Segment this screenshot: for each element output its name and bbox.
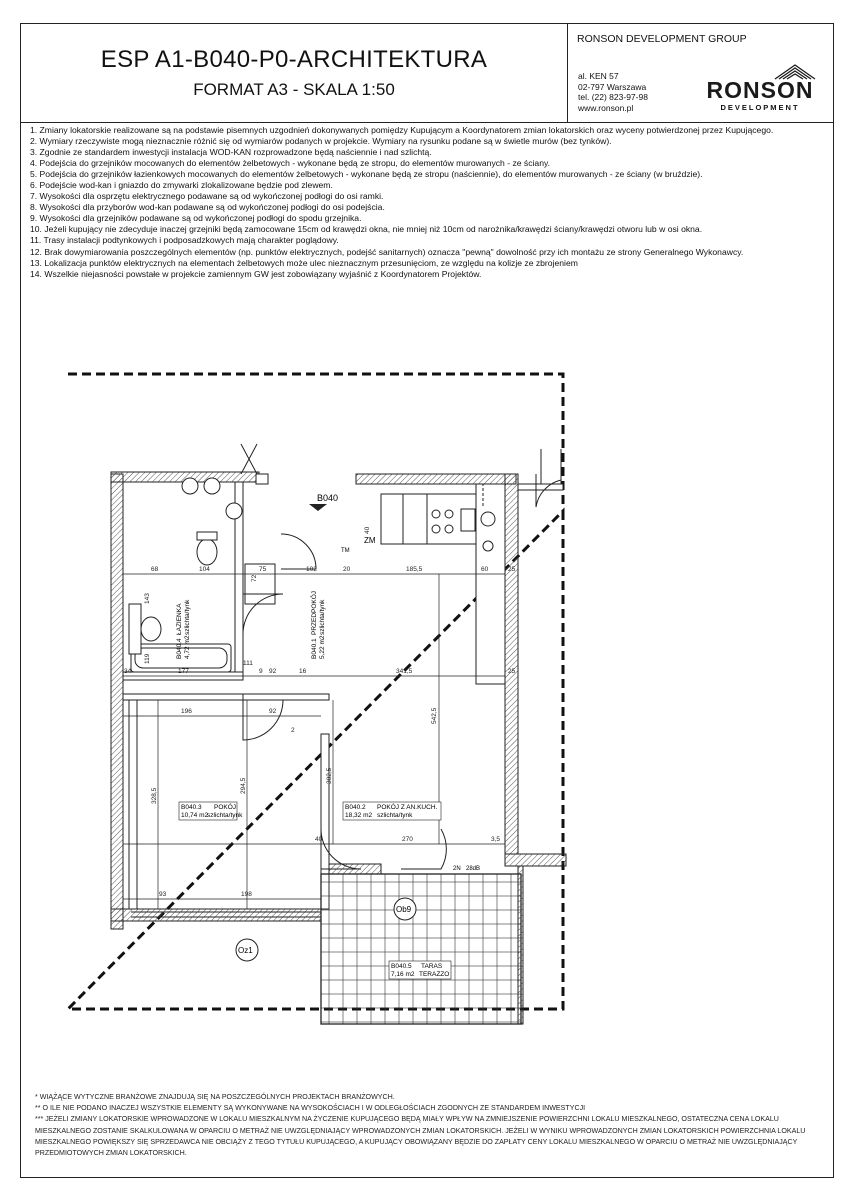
dim-label: 60 <box>481 566 489 573</box>
dim-label: 111 <box>243 660 253 667</box>
dim-label: 40 <box>315 836 323 843</box>
meter-label-zm: ZM <box>364 536 376 545</box>
dim-label: 25 <box>508 668 516 675</box>
note-item: 13. Lokalizacja punktów elektrycznych na elementach żelbetowych może ulec nieznacznym przesunięciom, ze względu na kolizje ze zbrojeniem <box>30 257 578 268</box>
footer-notes <box>35 1092 815 1159</box>
note-item: 7. Wysokości dla osprzętu elektrycznego podawane są od wykończonej podłogi do osi ramki. <box>30 191 384 202</box>
dim-label: 294,5 <box>240 777 247 794</box>
room-finish: szlichta/tynk <box>184 599 191 635</box>
dim-label: 302,5 <box>326 767 333 784</box>
dim-label: 3,5 <box>491 836 501 843</box>
note-item: 8. Wysokości dla przyborów wod-kan podawane są od wykończonej podłogi do osi podejścia. <box>30 202 385 213</box>
room-finish: szlichta/tynk <box>377 812 413 819</box>
note-item: 10. Jeżeli kupujący nie zdecyduje inaczej grzejniki będą zamocowane 15cm od krawędzi okna, nie mniej niż 10cm od narożnika/krawędzi ściany/krawędzi otworu lub w osi okna. <box>30 224 703 235</box>
dim-label: 270 <box>402 836 413 843</box>
terrace <box>321 874 521 1024</box>
dim-label: 72 <box>251 574 258 582</box>
dim-label: 9 <box>259 668 263 675</box>
drawing-title: ESP A1-B040-P0-ARCHITEKTURA <box>100 46 488 73</box>
footer-note: *** JEŻELI ZMIANY LOKATORSKIE WPROWADZONE W LOKALU MIESZKALNYM NA ŻYCZENIE KUPUJĄCEGO BĘDĄ MIAŁY WPŁYW NA ZMNIEJSZENIE POWIERZCHNI LOKALU MIESZKALNEGO, OSTATECZNA CENA LOKALU MIESZKALNEGO ZOSTANIE SKALKULOWANA W OPARCIU O METRAŻ NIE UWZGLĘDNIAJĄCY WPROWADZONYCH ZMIAN LOKATORSKICH. JEŻELI W WYNIKU WPROWADZONYCH ZMIAN LOKATORSKICH POWIERZCHNIA LOKALU MIESZKALNEGO POWIĘKSZY SIĘ SPRZEDAWCA NIE OBCIĄŻY Z TEGO TYTUŁU KUPUJĄCEGO, A KUPUJĄCY OBOWIĄZANY BĘDZIE DO ZAPŁATY CENY LOKALU MIESZKALNEGO W OPARCIU O METRAŻ NIE UWZGLĘDNIAJĄCY PRZEDMIOTOWYCH ZMIAN LOKATORSKICH. <box>35 1115 806 1158</box>
entrance-arrow-icon <box>309 504 327 511</box>
dim-label: 93 <box>159 891 167 898</box>
note-item: 5. Podejścia do grzejników łazienkowych mocowanych do elementów żelbetowych - wykonane będą ze stropu (naściennie), do elementów murowanych - ze ściany (w bruździe). <box>30 169 703 180</box>
dim-label: 40 <box>364 526 371 534</box>
kitchen-counter <box>476 484 505 684</box>
room-area: 4,72 m2 <box>184 635 191 659</box>
vent-icon <box>182 478 198 494</box>
phone-line: tel. (22) 823-97-98 <box>578 92 648 102</box>
toilet-icon <box>197 539 217 565</box>
window-mark-ob9: Ob9 <box>396 905 412 914</box>
door-room <box>243 700 283 740</box>
kitchen-top-units <box>381 494 476 544</box>
dim-label: 75 <box>259 566 267 573</box>
company-name: RONSON DEVELOPMENT GROUP <box>577 33 747 45</box>
room-name: PRZEDPOKÓJ <box>311 590 318 635</box>
dim-label: 104 <box>199 566 210 573</box>
wall-partition-top <box>123 694 243 700</box>
wall-hall-bottom <box>243 694 329 700</box>
dim-label: 196 <box>181 708 192 715</box>
dim-label: 328,5 <box>151 787 158 804</box>
logo-wordmark: RONSON <box>706 77 814 103</box>
dim-label: 68 <box>151 566 159 573</box>
dim-label: 341,5 <box>396 668 413 675</box>
note-item: 4. Podejścia do grzejników mocowanych do elementów żelbetowych - wykonane będą ze stropu, do elementów murowanych - ze ściany. <box>30 158 551 169</box>
notes-list <box>30 125 820 280</box>
address-line: al. KEN 57 <box>578 71 619 81</box>
dim-label: 143 <box>144 593 151 604</box>
company-address <box>578 71 648 113</box>
room-finish: TERAZZO <box>419 971 450 978</box>
room-code: B040.2 <box>345 804 366 811</box>
room-name: POKÓJ Z AN.KUCH. <box>377 804 438 811</box>
address-line: 02-797 Warszawa <box>578 81 647 92</box>
meter-label-tm: TM <box>341 548 350 554</box>
room-finish: szlichta/tynk <box>319 599 326 635</box>
room-area: 18,32 m2 <box>345 812 373 819</box>
note-item: 6. Podejście wod-kan i gniazdo do zmywarki zlokalizowane będzie pod zlewem. <box>30 180 333 191</box>
wall-right <box>505 474 518 854</box>
dim-label: 34 <box>124 668 132 675</box>
note-item: 2. Wymiary rzeczywiste mogą nieznacznie różnić się od wymiarów podanych w projekcie. Wymiary na rysunku podane są w świetle murów (bez tynków). <box>30 136 612 147</box>
title-box <box>21 24 568 122</box>
website-line: www.ronson.pl <box>578 102 634 113</box>
dim-label: 102 <box>306 566 317 573</box>
note-item: 1. Zmiany lokatorskie realizowane są na podstawie pisemnych uzgodnień dokonywanych pomiędzy Kupującym a Koordynatorem zmian lokatorskich oraz wyceny potwierdzonej przez Kupującego. <box>30 125 774 135</box>
door-balcony-right <box>401 829 446 869</box>
footer-note: ** O ILE NIE PODANO INACZEJ WSZYSTKIE ELEMENTY SĄ WYKONYWANE NA WYSOKOŚCIACH I W ODLEGŁOŚCIACH ZGODNYCH ZE STANDARDEM INWESTYCJI <box>35 1104 586 1113</box>
note-item: 11. Trasy instalacji podtynkowych i podposadzkowych mają charakter poglądowy. <box>30 235 339 246</box>
dim-label: 16 <box>299 668 307 675</box>
window-mark-oz1: Oz1 <box>238 946 253 955</box>
dim-label: 92 <box>269 668 277 675</box>
note-item: 9. Wysokości dla grzejników podawane są od wykończonej podłogi do spodu grzejnika. <box>30 213 362 224</box>
drawing-format-scale: FORMAT A3 - SKALA 1:50 <box>193 80 395 99</box>
room-area: 10,74 m2 <box>181 812 209 819</box>
dim-label: 177 <box>178 668 189 675</box>
note-item: 3. Zgodnie ze standardem inwestycji instalacja WOD-KAN rozprowadzone będą naściennie i nad szlichtą. <box>30 147 432 158</box>
wall-top-kitchen <box>356 474 516 484</box>
room-finish: szlichta/tynk <box>207 812 243 819</box>
ronson-logo <box>701 60 821 118</box>
unit-tag: B040 <box>317 493 339 503</box>
logo-subtext: DEVELOPMENT <box>720 103 800 112</box>
dim-label: 119 <box>144 653 151 664</box>
room-name: ŁAZIENKA <box>176 603 183 635</box>
note-item: 12. Brak dowymiarowania poszczególnych elementów (np. punktów elektrycznych, podejść sanitarnych) oznacza "pewną" dowolność przy ich montażu ze strony Generalnego Wykonawcy. <box>30 246 744 257</box>
dim-label: 25 <box>508 566 516 573</box>
room-code: B040.3 <box>181 804 202 811</box>
title-block <box>21 24 833 123</box>
wall-small-room <box>129 700 137 909</box>
drawing-sheet <box>20 23 834 1178</box>
dim-label: 542,5 <box>431 707 438 724</box>
door-entry <box>281 534 316 569</box>
washbasin-icon <box>141 617 161 641</box>
room-name: POKÓJ <box>214 804 237 811</box>
room-code: B040.5 <box>391 963 412 970</box>
dim-label: 92 <box>269 708 277 715</box>
wall-left <box>111 474 123 929</box>
wall-mark-2n: 2N <box>453 866 461 872</box>
room-code: B040.4 <box>176 638 183 659</box>
room-area: 5,22 m2 <box>319 635 326 659</box>
wall-bottom-right <box>505 854 566 866</box>
wall-bottom-left <box>111 909 321 921</box>
dim-label: 20 <box>343 566 351 573</box>
dim-label: 185,5 <box>406 566 423 573</box>
floor-plan <box>21 364 833 1054</box>
room-name: TARAS <box>421 963 443 970</box>
wall-right-cap <box>518 484 563 490</box>
acoustic-mark: 28dB <box>466 866 481 872</box>
dim-label: 2 <box>291 727 295 734</box>
dim-label: 198 <box>241 891 252 898</box>
note-item: 14. Wszelkie niejasności powstałe w projekcie zamiennym GW jest zobowiązany wyjaśnić z Koordynatorem Projektów. <box>30 268 482 279</box>
room-code: B040.1 <box>311 638 318 659</box>
room-area: 7,16 m2 <box>391 971 415 978</box>
footer-note: * WIĄŻĄCE WYTYCZNE BRANŻOWE ZNAJDUJĄ SIĘ NA POSZCZEGÓLNYCH PROJEKTACH BRANŻOWYCH. <box>35 1093 395 1101</box>
